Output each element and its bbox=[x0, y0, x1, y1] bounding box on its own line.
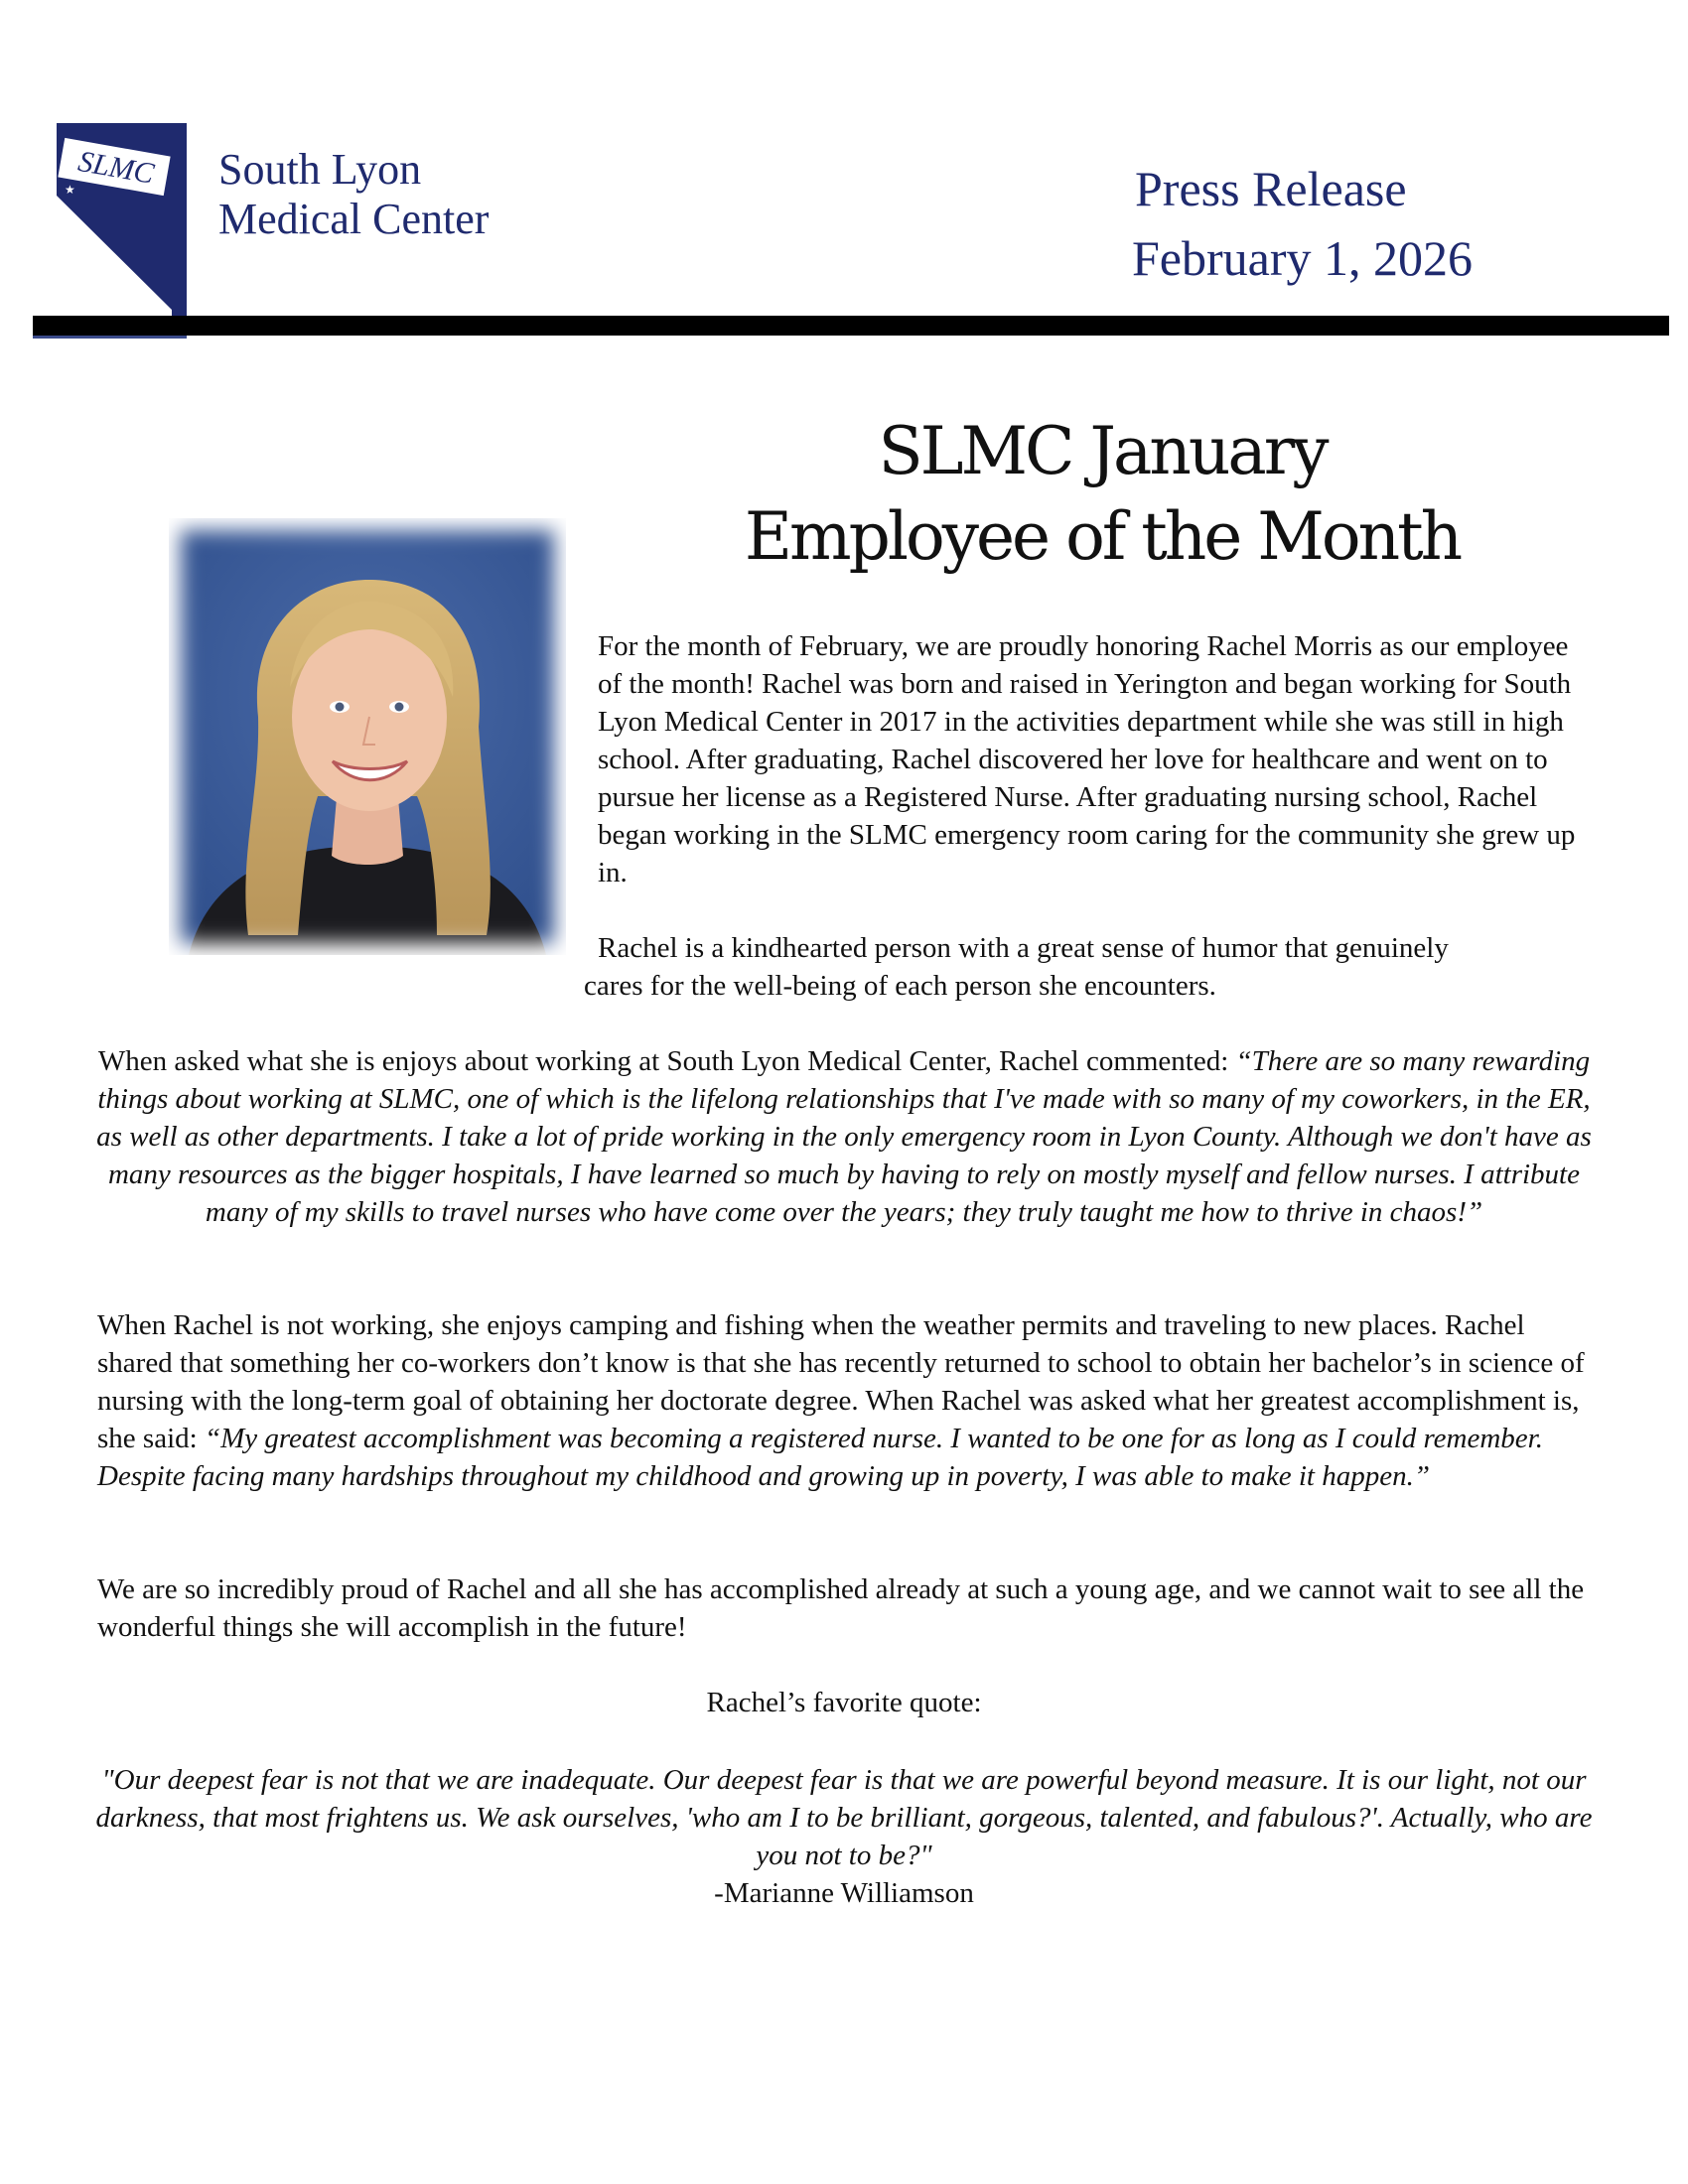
personal-intro: When Rachel is not working, she enjoys camping and fishing when the weather permits and traveling to new places. Rachel shared that something her co-workers don’t know is that she has recently returned to school to obtain her bachelor’s in science of nursing with the long-term goal of obtaining her doctorate degree. When Rachel was asked what her greatest accomplishment is, she said: bbox=[97, 1309, 1585, 1454]
accomplishment-quote: “My greatest accomplishment was becoming a registered nurse. I wanted to be one for as long as I could remember. Despite facing many hardships throughout my childhood and growing up in poverty, I was able to make it happen.” bbox=[97, 1423, 1543, 1492]
work-quote: “There are so many rewarding things about working at SLMC, one of which is the lifelong relationships that I've made with so many of my coworkers, in the ER, as well as other departments. I take a lot of pride working in the only emergency room in Lyon County. Although we don't have as many resources as the bigger hospitals, I have learned so much by having to rely on mostly myself and fellow nurses. I attribute many of my skills to travel nurses who have come over the years; they truly taught me how to thrive in chaos!” bbox=[96, 1045, 1592, 1228]
favorite-quote-text: "Our deepest fear is not that we are inadequate. Our deepest fear is that we are powerful beyond measure. It is our light, not our darkness, that most frightens us. We ask ourselves, 'who am I to be brilliant, gorgeous, talented, and fabulous?'. Actually, who are you not to be?" bbox=[95, 1764, 1593, 1871]
organization-name bbox=[218, 145, 489, 244]
press-release-title: Press Release bbox=[1135, 161, 1407, 216]
press-release-block bbox=[1132, 159, 1473, 288]
closing-paragraph: We are so incredibly proud of Rachel and all she has accomplished already at such a young age, and we cannot wait to see all the wonderful things she will accomplish in the future! bbox=[97, 1573, 1585, 1643]
title-line2: Employee of the Month bbox=[744, 498, 1461, 575]
work-quote-paragraph bbox=[89, 1042, 1599, 1231]
favorite-quote-author: -Marianne Williamson bbox=[714, 1877, 974, 1909]
logo-text: SLMC bbox=[75, 144, 157, 191]
favorite-quote-block bbox=[89, 1761, 1599, 1912]
press-release-date: February 1, 2026 bbox=[1132, 230, 1473, 286]
employee-portrait-photo bbox=[169, 518, 566, 955]
intro-paragraph: For the month of February, we are proudly honoring Rachel Morris as our employee of the month! Rachel was born and raised in Yerington and began working for South Lyon Medical Center in 2017 in the activities department while she was still in high school. After graduating, Rachel discovered her love for healthcare and went on to pursue her license as a Registered Nurse. After graduating nursing school, Rachel began working in the SLMC emergency room caring for the community she grew up in. bbox=[598, 630, 1576, 888]
character-line1: Rachel is a kindhearted person with a great sense of humor that genuinely bbox=[598, 932, 1449, 964]
personal-paragraph bbox=[97, 1306, 1587, 1495]
character-paragraph bbox=[584, 929, 1587, 1005]
work-quote-intro: When asked what she is enjoys about working at South Lyon Medical Center, Rachel commented: bbox=[97, 1045, 1236, 1077]
title-line1: SLMC January bbox=[878, 413, 1327, 489]
header-divider-accent bbox=[33, 336, 187, 339]
slmc-logo-icon bbox=[55, 121, 189, 335]
favorite-quote-label: Rachel’s favorite quote: bbox=[706, 1687, 982, 1718]
header-divider bbox=[33, 316, 1669, 336]
org-name-line2: Medical Center bbox=[218, 195, 490, 243]
svg-text:★: ★ bbox=[65, 183, 75, 197]
page-title bbox=[616, 409, 1589, 580]
org-name-line1: South Lyon bbox=[218, 145, 422, 194]
character-line2: cares for the well-being of each person she encounters. bbox=[584, 970, 1216, 1002]
